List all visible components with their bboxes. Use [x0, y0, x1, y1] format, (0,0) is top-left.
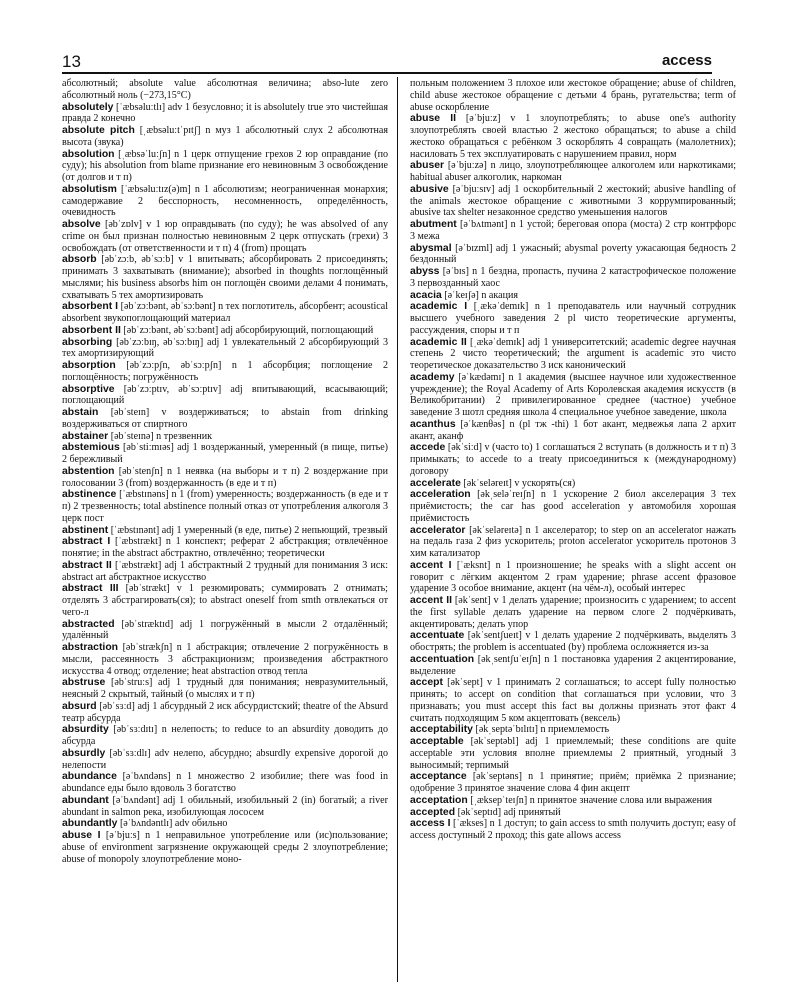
entry-headword: abstemious — [62, 442, 120, 454]
entry-headword: accentuate — [410, 630, 465, 642]
entry-headword: abstract II — [62, 559, 112, 571]
dictionary-entry — [410, 736, 736, 771]
entry-definition: польным положением 3 плохое или жестокое обращение; abuse of children, child abuse жестокое обращение с детьми 4 брань, ругательства; term of abuse оскорбление — [410, 78, 736, 113]
entry-headword: abstain — [62, 407, 99, 418]
entry-definition: [əkˌseptəˈbɪlɪtɪ] n приемлемость — [475, 724, 610, 736]
dictionary-entry — [62, 102, 388, 126]
dictionary-entry — [410, 795, 736, 807]
entry-definition: [əbˈstrækt] v 1 резюмировать; суммировать 2 отнимать; отделять 3 абстрагировать(ся); to abstract oneself from smth отвлекаться от чего-л — [62, 583, 388, 618]
entry-definition: [əbˈsteɪn] v воздерживаться; to abstain from drinking воздерживаться от спиртного — [62, 407, 388, 430]
entry-headword: accelerator — [410, 524, 466, 536]
entry-definition: [əkˈsent] v 1 делать ударение; произносить с ударением; to accent the first syllable делать ударение на первом слоге 2 подчёркивать, акцентировать; делать упор — [410, 595, 736, 630]
entry-headword: absorbent I — [62, 301, 119, 313]
entry-headword: abstract I — [62, 536, 111, 548]
entry-headword: abstraction — [62, 642, 119, 653]
dictionary-entry — [62, 583, 388, 618]
dictionary-entry — [62, 125, 388, 149]
dictionary-entry — [62, 78, 388, 102]
dictionary-entry — [410, 78, 736, 113]
dictionary-entry — [410, 478, 736, 490]
entry-headword: abstention — [62, 465, 115, 477]
left-column — [62, 78, 388, 865]
dictionary-entry — [410, 290, 736, 302]
entry-headword: acceleration — [410, 489, 471, 501]
entry-definition: [ˌæbsəˈluːʃn] n 1 церк отпущение грехов 2 юр оправдание (по суду); his absolution from blame признание его невиновным 3 освобождение (от долгов и т п) — [62, 148, 389, 183]
entry-definition: [əkˈsentʃueɪt] v 1 делать ударение 2 подчёркивать, выделять 3 обострять; the problem is accentuated (by) проблема осложняется из-за — [410, 630, 737, 653]
entry-definition: [əbˈzɒlv] v 1 юр оправдывать (по суду); he was absolved of any crime он был признан полностью невиновным 2 церк отпускать (грехи) 3 освобождать (от ответственности и т п) 4 (from) прощать — [62, 219, 388, 254]
dictionary-entry — [62, 818, 388, 830]
entry-definition: [əbˈzɔːbənt, əbˈsɔːbənt] adj абсорбирующий, поглощающий — [123, 324, 374, 336]
entry-headword: abstruse — [62, 677, 106, 689]
entry-headword: absolve — [62, 219, 101, 230]
entry-definition: [ˈæbstɪnənt] adj 1 умеренный (в еде, питье) 2 непьющий, трезвый — [110, 524, 388, 536]
entry-headword: abusive — [410, 183, 449, 195]
entry-headword: abundant — [62, 794, 109, 806]
entry-headword: acceptability — [410, 724, 473, 736]
entry-headword: abundantly — [62, 818, 118, 830]
entry-headword: accede — [410, 442, 446, 454]
dictionary-entry — [62, 701, 388, 725]
entry-definition: [əbˈsɜːdɪtɪ] n нелепость; to reduce to an absurdity доводить до абсурда — [62, 724, 388, 747]
dictionary-entry — [410, 818, 736, 842]
entry-definition: [əˈbɪs] n 1 бездна, пропасть, пучина 2 катастрофическое положение 3 первозданный хаос — [410, 266, 736, 289]
dictionary-entry — [410, 654, 736, 678]
header-rule — [62, 72, 712, 74]
entry-headword: accepted — [410, 806, 456, 818]
dictionary-entry — [410, 266, 736, 290]
dictionary-entry — [410, 243, 736, 267]
entry-headword: acceptable — [410, 736, 464, 747]
dictionary-entry — [410, 525, 736, 560]
entry-definition: абсолютный; absolute value абсолютная величина; abso-lute zero абсолютный ноль (−273,15°C) — [62, 78, 388, 101]
entry-headword: abuser — [410, 160, 445, 172]
entry-headword: acanthus — [410, 418, 456, 430]
entry-definition: [əkˈsept] v 1 принимать 2 соглашаться; to accept fully полностью принять; to accept on condition that соглашаться при условии, что 3 признавать; you must accept this fact вы должны признать этот факт 4 считать подходящим 5 ком акцептовать (вексель) — [410, 677, 737, 724]
entry-headword: absorbent II — [62, 324, 121, 336]
entry-definition: [əkˌsentʃuˈeɪʃn] n 1 постановка ударения 2 акцентирование, выделение — [410, 653, 737, 677]
dictionary-entry — [410, 372, 736, 419]
dictionary-entry — [62, 325, 388, 337]
entry-headword: abstract III — [62, 583, 119, 595]
entry-definition: [əbˈzɔːpʃn, əbˈsɔːpʃn] n 1 абсорбция; поглощение 2 поглощённость; погружённость — [62, 360, 388, 383]
dictionary-entry — [62, 771, 388, 795]
dictionary-entry — [410, 442, 736, 477]
entry-headword: accent II — [410, 595, 452, 606]
entry-definition: [əˈbjuːs] n 1 неправильное употребление или (ис)пользование; abuse of environment загрязнение окружающей среды 2 злоупотребление; abuse of monopoly злоупотребление моно- — [62, 830, 388, 865]
entry-headword: accentuation — [410, 653, 475, 665]
dictionary-entry — [410, 337, 736, 372]
entry-definition: [əˈbʌtmənt] n 1 устой; береговая опора (моста) 2 стр контрфорс 3 межа — [410, 219, 736, 242]
entry-definition: [əˈkædəmɪ] n 1 академия (высшее научное или художественное учреждение); the Royal Academy of Arts Королевская академия искусств (в Великобритании) 2 привилегированное среднее (частное) учебное заведение 3 шотл средняя школа 4 специальное учебное заведение, школа — [410, 371, 737, 418]
dictionary-entry — [62, 301, 388, 325]
dictionary-entry — [62, 748, 388, 772]
entry-definition: [ˈæbstrækt] n 1 конспект; реферат 2 абстракция; отвлечённое понятие; in the abstract абстрактно, отвлечённо; теоретически — [62, 536, 389, 559]
dictionary-entry — [410, 219, 736, 243]
entry-headword: absurd — [62, 700, 97, 712]
entry-headword: abyss — [410, 266, 440, 277]
entry-headword: accelerate — [410, 477, 461, 489]
dictionary-entry — [410, 489, 736, 524]
entry-definition: [əbˈstenʃn] n 1 неявка (на выборы и т п) 2 воздержание при голосовании 3 (from) воздержанность (в еде и т п) — [62, 465, 388, 489]
entry-definition: [ˌækəˈdemɪk] n 1 преподаватель или научный сотрудник высшего учебного заведения 2 pl чисто теоретические аргументы, рассуждения, споры и т п — [410, 301, 737, 336]
entry-definition: [əkˈseptɪd] adj принятый — [457, 806, 561, 818]
entry-definition: [əbˈstrækʃn] n 1 абстракция; отвлечение 2 погружённость в мысли, рассеянность 3 абстракционизм; произведения абстрактного искусства 4 отвод; отделение; heat abstraction отвод тепла — [62, 642, 388, 677]
dictionary-entry — [62, 536, 388, 560]
entry-headword: accept — [410, 677, 443, 689]
entry-definition: [əˈbʌndəns] n 1 множество 2 изобилие; there was food in abundance еды было вдоволь 3 богатство — [62, 771, 388, 794]
entry-headword: absorption — [62, 360, 116, 371]
entry-definition: [əˈbɪzml] adj 1 ужасный; abysmal poverty ужасающая бедность 2 бездонный — [410, 242, 736, 266]
entry-definition: [əbˈzɔːbɪŋ, əbˈsɔːbɪŋ] adj 1 увлекательный 2 абсорбирующий 3 тех амортизирующий — [62, 336, 389, 360]
dictionary-entry — [410, 771, 736, 795]
entry-definition: [əbˈstruːs] adj 1 трудный для понимания; невразумительный, неясный 2 скрытый, тайный (о мыслях и т п) — [62, 677, 389, 700]
entry-definition: [əbˈsɜːd] adj 1 абсурдный 2 иск абсурдистский; theatre of the Absurd театр абсурда — [62, 700, 388, 724]
entry-headword: abuse II — [410, 113, 457, 125]
entry-headword: absolutism — [62, 183, 117, 195]
entry-definition: [əkˈsiːd] v (часто to) 1 соглашаться 2 вступать (в должность и т п) 3 примыкать; to accede to a treaty присоединиться к (международному) договору — [410, 442, 736, 477]
entry-headword: abysmal — [410, 242, 452, 254]
entry-headword: absorbing — [62, 336, 113, 348]
dictionary-entry — [62, 219, 388, 254]
entry-headword: acceptance — [410, 771, 467, 783]
entry-headword: absolute pitch — [62, 125, 135, 136]
entry-definition: [ˌæbsəluːtˈpɪtʃ] n муз 1 абсолютный слух 2 абсолютная высота (звука) — [62, 125, 388, 148]
entry-headword: academic I — [410, 301, 468, 313]
entry-headword: absurdity — [62, 724, 109, 736]
dictionary-entry — [62, 442, 388, 466]
dictionary-entry — [62, 337, 388, 361]
entry-definition: [ˌæksepˈteɪʃn] n принятое значение слова или выражения — [470, 794, 712, 806]
entry-headword: abundance — [62, 771, 117, 783]
entry-definition: [ˌækəˈdemɪk] adj 1 университетский; academic degree научная степень 2 чисто теоретический; the argument is academic это чисто теоретическое доказательство 3 иск канонический — [410, 336, 737, 371]
entry-headword: absolution — [62, 148, 115, 160]
dictionary-entry — [62, 489, 388, 524]
dictionary-entry — [62, 560, 388, 584]
dictionary-entry — [410, 677, 736, 724]
dictionary-entry — [62, 184, 388, 219]
entry-definition: [ˈæksnt] n 1 произношение; he speaks with a slight accent он говорит с лёгким акцентом 2 грам ударение; phrase accent фразовое ударение 3 особое внимание, акцент (на чём-л), особый интерес — [410, 559, 736, 595]
entry-headword: abuse I — [62, 830, 101, 841]
entry-headword: acceptation — [410, 794, 468, 806]
entry-headword: access I — [410, 818, 451, 830]
dictionary-entry — [410, 595, 736, 630]
entry-definition: [əkˈseləreɪtə] n 1 акселератор; to step on an accelerator нажать на педаль газа 2 физ ускоритель; proton accelerator ускоритель протонов 3 хим катализатор — [410, 524, 737, 559]
entry-definition: [ˈæbstrækt] adj 1 абстрактный 2 трудный для понимания 3 иск: abstract art абстрактное искусство — [62, 559, 389, 583]
entry-definition: [əkˌseləˈreɪʃn] n 1 ускорение 2 биол акселерация 3 тех приёмистость; the car has good acceleration у автомобиля хорошая приёмистость — [410, 489, 736, 524]
dictionary-entry — [62, 642, 388, 677]
dictionary-entry — [62, 431, 388, 443]
entry-definition: [əbˈzɔːbənt, əbˈsɔːbənt] n тех поглотитель, абсорбент; acoustical absorbent звукопоглощающий материал — [62, 301, 388, 324]
entry-definition: [ˈæbstɪnəns] n 1 (from) умеренность; воздержанность (в еде и т п) 2 трезвенность; total abstinence полный отказ от употребления алкоголя 3 церк пост — [62, 489, 388, 524]
dictionary-entry — [62, 830, 388, 865]
entry-headword: abstinent — [62, 524, 109, 536]
entry-definition: [əˈbjuːz] v 1 злоупотреблять; to abuse one's authority злоупотреблять своей властью 2 жестоко обращаться; to abuse a child жестоко обращаться с ребёнком 3 оскорблять 4 совращать (малолетних); насиловать 5 тех эксплуатировать с нарушением правил, норм — [410, 113, 736, 160]
entry-headword: abstinence — [62, 489, 117, 501]
dictionary-entry — [62, 384, 388, 408]
dictionary-entry — [62, 407, 388, 431]
dictionary-entry — [410, 184, 736, 219]
entry-definition: [əbˈsteɪnə] n трезвенник — [110, 430, 212, 442]
entry-headword: absorptive — [62, 383, 115, 395]
entry-definition: [əˈbjuːzə] n лицо, злоупотребляющее алкоголем или наркотиками; habitual abuser алкоголик, наркоман — [410, 160, 736, 183]
entry-definition: [əbˈzɔːptɪv, əbˈsɔːptɪv] adj впитывающий, всасывающий; поглощающий — [62, 383, 388, 407]
page-number: 13 — [62, 52, 81, 71]
entry-headword: absolutely — [62, 101, 114, 113]
dictionary-entry — [410, 630, 736, 654]
dictionary-entry — [410, 301, 736, 336]
dictionary-entry — [62, 254, 388, 301]
entry-headword: abutment — [410, 219, 457, 230]
entry-definition: [əˈkeɪʃə] n акация — [444, 289, 518, 301]
entry-definition: [əˈbʌndəntlɪ] adv обильно — [119, 818, 228, 830]
entry-definition: [əˈkænθəs] n (pl тж -thi) 1 бот акант, медвежья лапа 2 архит акант, аканф — [410, 418, 737, 442]
dictionary-entry — [62, 619, 388, 643]
page-header — [62, 52, 712, 72]
entry-headword: academic II — [410, 336, 467, 348]
entry-definition: [əkˈseptəbl] adj 1 приемлемый; these conditions are quite acceptable эти условия вполне приемлемы 2 приятный, угодный 3 выносимый; терпимый — [410, 736, 737, 771]
dictionary-entry — [62, 677, 388, 701]
dictionary-entry — [62, 466, 388, 490]
entry-definition: [ˈækses] n 1 доступ; to gain access to smth получить доступ; easy of access доступный 2 проход; this gate allows access — [410, 818, 737, 841]
dictionary-entry — [62, 724, 388, 748]
entry-definition: [əbˈstiːmɪəs] adj 1 воздержанный, умеренный (в пище, питье) 2 бережливый — [62, 442, 389, 465]
dictionary-entry — [62, 149, 388, 184]
entry-definition: [əˈbʌndənt] adj 1 обильный, изобильный 2 (in) богатый; a river abundant in salmon река, изобилующая лососем — [62, 794, 388, 818]
entry-definition: [əˈbjuːsɪv] adj 1 оскорбительный 2 жестокий; abusive handling of the animals жестокое обращение с животными 3 коррумпированный; abusive tax shelter незаконное средство уменьшения налогов — [410, 183, 737, 219]
entry-definition: [əkˈseptəns] n 1 принятие; приём; приёмка 2 признание; одобрение 3 принятое значение слова 4 фин акцепт — [410, 771, 737, 794]
right-column — [410, 78, 736, 842]
entry-headword: abstainer — [62, 430, 109, 442]
entry-definition: [əbˈzɔːb, əbˈsɔːb] v 1 впитывать; абсорбировать 2 присоединять; принимать 3 захватывать (внимание); absorbed in thoughts поглощённый мыслями; his business absorbs him он поглощён своими делами 4 понимать, схватывать 5 тех амортизировать — [62, 254, 389, 301]
entry-definition: [ˈæbsəluːtlɪ] adv 1 безусловно; it is absolutely true это чистейшая правда 2 конечно — [62, 101, 389, 125]
dictionary-entry — [410, 113, 736, 160]
entry-headword: abstracted — [62, 618, 115, 630]
dictionary-entry — [62, 795, 388, 819]
entry-headword: academy — [410, 371, 455, 383]
entry-headword: absurdly — [62, 747, 106, 759]
entry-definition: [əbˈstræktɪd] adj 1 погружённый в мысли 2 отдалённый; удалённый — [62, 618, 388, 642]
dictionary-entry — [410, 724, 736, 736]
entry-definition: [ˈæbsəluːtɪz(ə)m] n 1 абсолютизм; неограниченная монархия; самодержавие 2 бесспорность, несомненность, определённость, очевидность — [62, 183, 388, 219]
entry-headword: acacia — [410, 289, 442, 301]
entry-headword: absorb — [62, 254, 97, 266]
entry-definition: [əbˈsɜːdlɪ] adv нелепо, абсурдно; absurdly expensive дорогой до нелепости — [62, 747, 388, 771]
dictionary-entry — [62, 360, 388, 384]
dictionary-entry — [410, 160, 736, 184]
column-divider — [397, 77, 398, 982]
dictionary-entry — [410, 560, 736, 595]
entry-headword: accent I — [410, 559, 452, 571]
dictionary-entry — [410, 807, 736, 819]
entry-definition: [əkˈseləreɪt] v ускорять(ся) — [463, 477, 576, 489]
running-headword: access — [661, 52, 712, 69]
dictionary-entry — [62, 525, 388, 537]
dictionary-entry — [410, 419, 736, 443]
